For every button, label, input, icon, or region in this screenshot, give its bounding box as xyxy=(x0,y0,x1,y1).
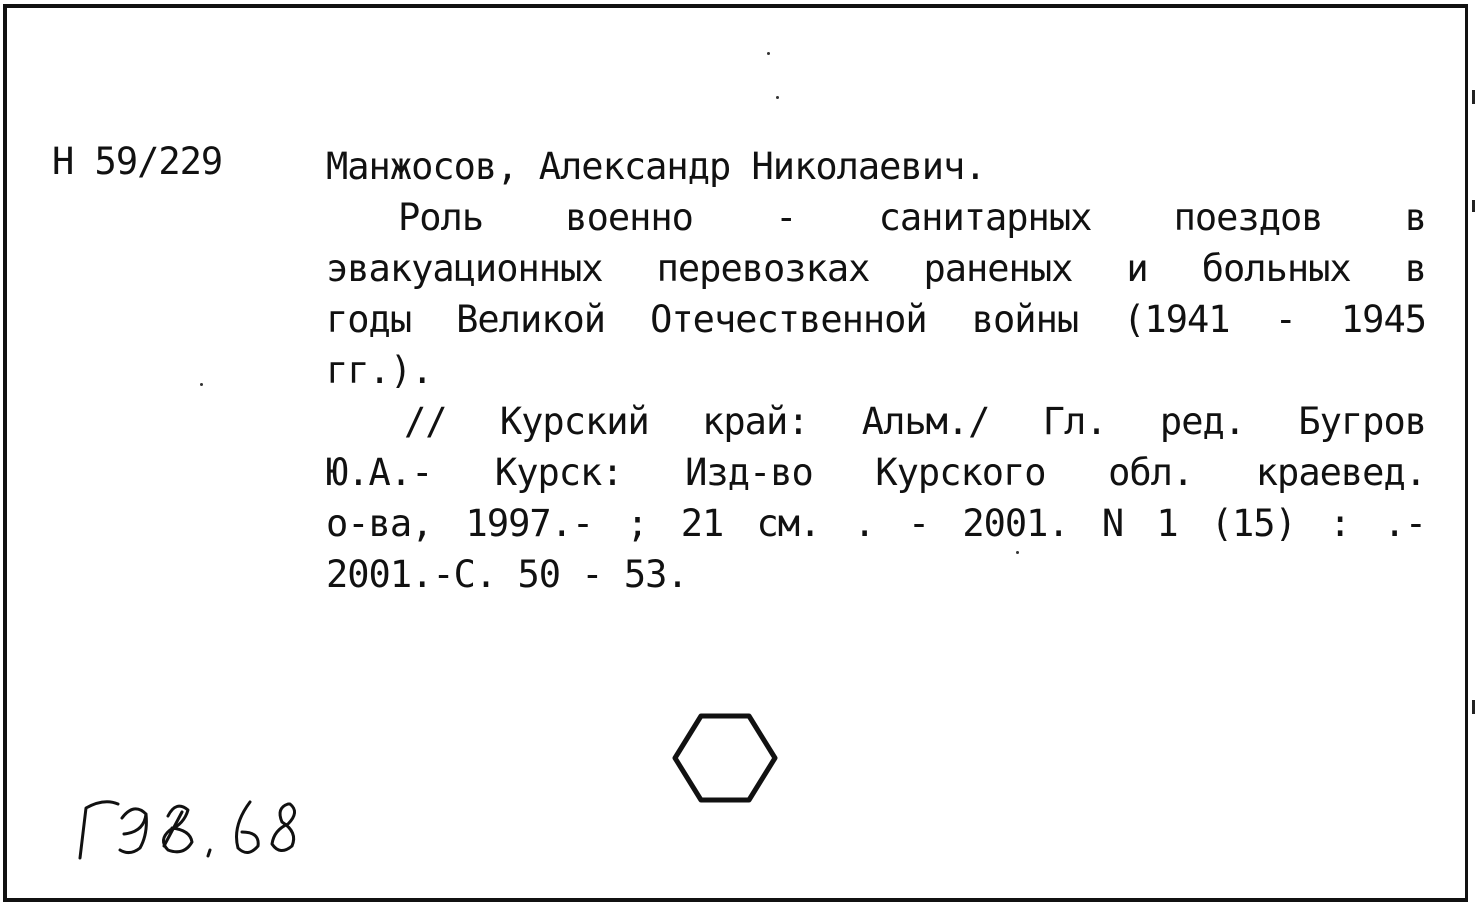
dust-speck xyxy=(1016,551,1019,554)
hexagon-stamp-icon xyxy=(671,710,779,806)
bibliographic-entry xyxy=(326,141,1426,600)
dust-speck xyxy=(767,52,770,55)
title-line: Роль военно - санитарных поездов в xyxy=(398,196,1426,239)
title-line: годы Великой Отечественной войны (1941 - 1945 xyxy=(326,298,1426,341)
source-line: о-ва, 1997.- ; 21 см. . - 2001. N 1 (15) : .- xyxy=(326,502,1426,545)
dust-speck xyxy=(200,383,203,386)
edge-mark xyxy=(1472,200,1475,212)
source-line: Ю.А.- Курск: Изд-во Курского обл. краевед. xyxy=(326,451,1426,494)
title-line: эвакуационных перевозках раненых и больных в xyxy=(326,247,1426,290)
title-line: гг.). xyxy=(326,349,433,392)
edge-mark xyxy=(1472,90,1475,104)
dust-speck xyxy=(776,96,779,99)
handwritten-note xyxy=(72,786,322,866)
shelfmark: Н 59/229 xyxy=(52,140,223,183)
edge-mark xyxy=(1472,700,1475,714)
author-heading: Манжосов, Александр Николаевич. xyxy=(326,145,986,188)
source-line: 2001.-С. 50 - 53. xyxy=(326,553,688,596)
source-line: // Курский край: Альм./ Гл. ред. Бугров xyxy=(404,400,1426,443)
